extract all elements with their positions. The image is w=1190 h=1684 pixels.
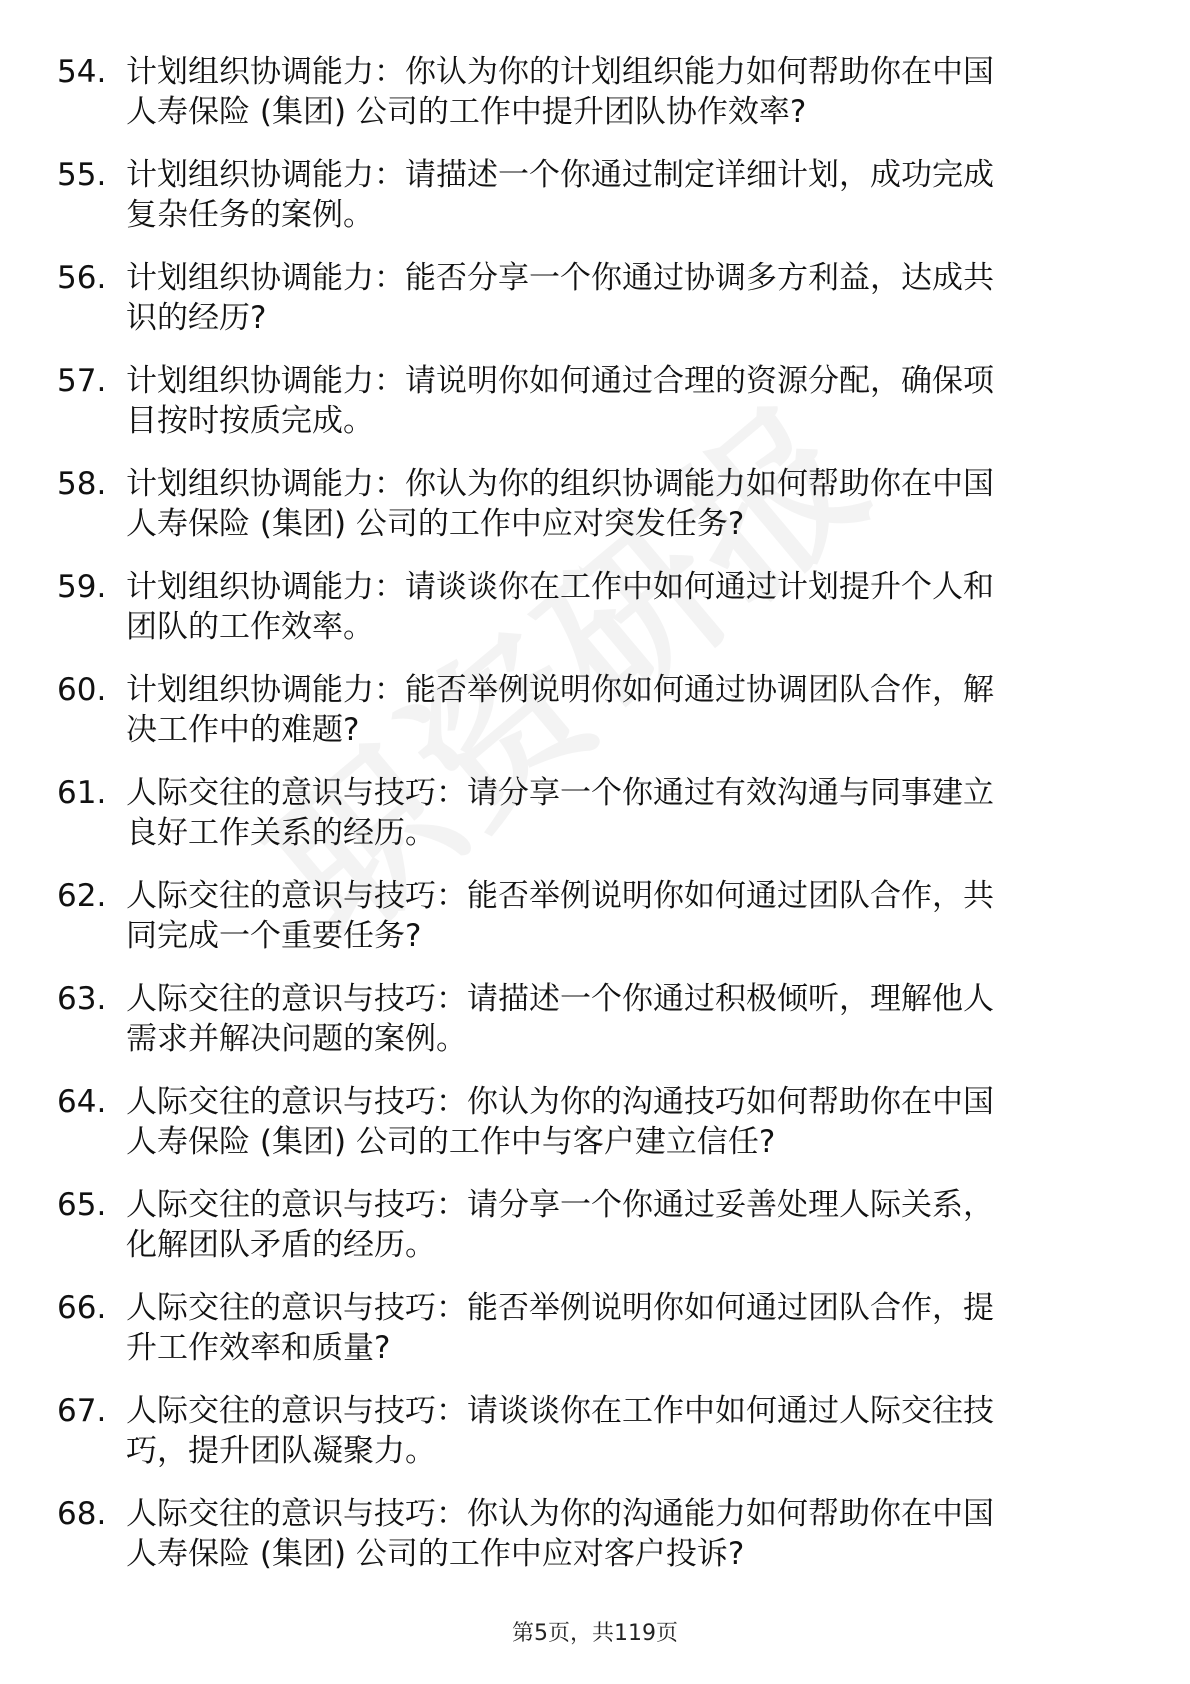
question-line: 团队的工作效率。 <box>126 609 374 645</box>
question-number: 67. <box>57 1393 107 1429</box>
question-number: 66. <box>57 1290 107 1326</box>
question-number: 60. <box>57 672 107 708</box>
question-line: 目按时按质完成。 <box>126 403 374 439</box>
question-line: 计划组织协调能力：能否举例说明你如何通过协调团队合作，解 <box>126 672 994 708</box>
question-line: 化解团队矛盾的经历。 <box>126 1227 436 1263</box>
question-item <box>0 979 1190 1082</box>
question-text <box>126 773 1111 853</box>
question-line: 计划组织协调能力：请描述一个你通过制定详细计划，成功完成 <box>126 157 994 193</box>
question-line: 计划组织协调能力：请说明你如何通过合理的资源分配，确保项 <box>126 363 994 399</box>
question-number: 59. <box>57 569 107 605</box>
question-line: 人际交往的意识与技巧：请描述一个你通过积极倾听，理解他人 <box>126 981 994 1017</box>
question-line: 人寿保险 (集团) 公司的工作中应对客户投诉? <box>126 1536 745 1572</box>
question-text <box>126 1288 1111 1368</box>
question-item <box>0 464 1190 567</box>
question-text <box>126 361 1111 441</box>
question-line: 识的经历? <box>126 300 267 336</box>
question-number: 65. <box>57 1187 107 1223</box>
question-line: 计划组织协调能力：能否分享一个你通过协调多方利益，达成共 <box>126 260 994 296</box>
question-number: 64. <box>57 1084 107 1120</box>
question-number: 68. <box>57 1496 107 1532</box>
question-number: 63. <box>57 981 107 1017</box>
question-line: 人寿保险 (集团) 公司的工作中提升团队协作效率? <box>126 94 807 130</box>
question-line: 升工作效率和质量? <box>126 1330 391 1366</box>
question-item <box>0 1494 1190 1597</box>
question-line: 计划组织协调能力：你认为你的计划组织能力如何帮助你在中国 <box>126 54 994 90</box>
question-text <box>126 670 1111 750</box>
question-line: 计划组织协调能力：请谈谈你在工作中如何通过计划提升个人和 <box>126 569 994 605</box>
question-line: 决工作中的难题? <box>126 712 360 748</box>
question-line: 人际交往的意识与技巧：请谈谈你在工作中如何通过人际交往技 <box>126 1393 994 1429</box>
question-number: 55. <box>57 157 107 193</box>
question-item <box>0 1288 1190 1391</box>
question-line: 需求并解决问题的案例。 <box>126 1021 467 1057</box>
question-line: 人际交往的意识与技巧：能否举例说明你如何通过团队合作，共 <box>126 878 994 914</box>
question-item <box>0 567 1190 670</box>
question-line: 人寿保险 (集团) 公司的工作中应对突发任务? <box>126 506 745 542</box>
question-item <box>0 52 1190 155</box>
question-item <box>0 1185 1190 1288</box>
question-number: 62. <box>57 878 107 914</box>
question-text <box>126 258 1111 338</box>
question-text <box>126 155 1111 235</box>
question-text <box>126 567 1111 647</box>
question-number: 56. <box>57 260 107 296</box>
question-item <box>0 1082 1190 1185</box>
question-item <box>0 773 1190 876</box>
question-line: 巧，提升团队凝聚力。 <box>126 1433 436 1469</box>
question-line: 人际交往的意识与技巧：你认为你的沟通能力如何帮助你在中国 <box>126 1496 994 1532</box>
question-text <box>126 876 1111 956</box>
question-text <box>126 979 1111 1059</box>
question-item <box>0 258 1190 361</box>
question-number: 58. <box>57 466 107 502</box>
question-text <box>126 52 1111 132</box>
question-line: 同完成一个重要任务? <box>126 918 422 954</box>
question-item <box>0 876 1190 979</box>
question-number: 54. <box>57 54 107 90</box>
question-text <box>126 1185 1111 1265</box>
page-footer: 第5页，共119页 <box>512 1621 678 1646</box>
question-number: 57. <box>57 363 107 399</box>
question-list <box>0 52 1190 1597</box>
question-item <box>0 1391 1190 1494</box>
question-line: 人际交往的意识与技巧：你认为你的沟通技巧如何帮助你在中国 <box>126 1084 994 1120</box>
question-text <box>126 1082 1111 1162</box>
question-line: 复杂任务的案例。 <box>126 197 374 233</box>
question-text <box>126 1494 1111 1574</box>
question-line: 人际交往的意识与技巧：能否举例说明你如何通过团队合作，提 <box>126 1290 994 1326</box>
question-item <box>0 155 1190 258</box>
question-line: 人际交往的意识与技巧：请分享一个你通过有效沟通与同事建立 <box>126 775 994 811</box>
question-item <box>0 361 1190 464</box>
question-line: 计划组织协调能力：你认为你的组织协调能力如何帮助你在中国 <box>126 466 994 502</box>
question-line: 人寿保险 (集团) 公司的工作中与客户建立信任? <box>126 1124 776 1160</box>
question-number: 61. <box>57 775 107 811</box>
question-line: 良好工作关系的经历。 <box>126 815 436 851</box>
question-line: 人际交往的意识与技巧：请分享一个你通过妥善处理人际关系， <box>126 1187 994 1223</box>
question-text <box>126 464 1111 544</box>
question-item <box>0 670 1190 773</box>
question-text <box>126 1391 1111 1471</box>
